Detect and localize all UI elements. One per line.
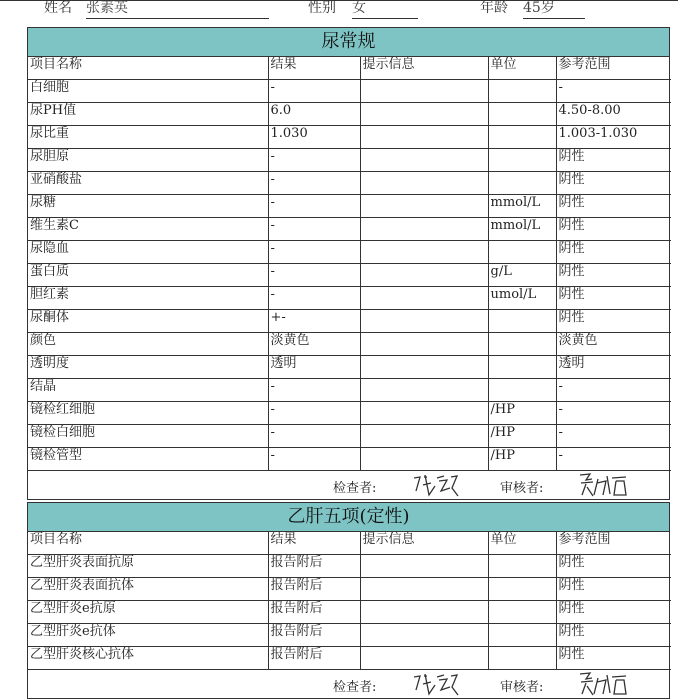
cell-unit (488, 601, 556, 624)
cell-item-name: 蛋白质 (28, 264, 268, 287)
header-unit: 单位 (488, 532, 556, 555)
cell-item-name: 尿比重 (28, 126, 268, 149)
cell-result: 报告附后 (268, 601, 360, 624)
cell-hint (360, 80, 488, 103)
patient-name-label: 姓名 (44, 0, 72, 16)
reviewer-signature (578, 471, 630, 499)
urine-section-title: 尿常规 (28, 28, 669, 57)
cell-unit: mmol/L (488, 218, 556, 241)
cell-item-name: 白细胞 (28, 80, 268, 103)
patient-name-value: 张素英 (86, 0, 269, 19)
header-reference-range: 参考范围 (556, 532, 671, 555)
cell-hint (360, 425, 488, 448)
table-row (28, 103, 671, 126)
cell-unit (488, 624, 556, 647)
table-header-row (28, 532, 671, 555)
cell-hint (360, 624, 488, 647)
cell-hint (360, 356, 488, 379)
patient-age-field (480, 0, 586, 20)
cell-hint (360, 149, 488, 172)
cell-result: 报告附后 (268, 578, 360, 601)
cell-item-name: 尿PH值 (28, 103, 268, 126)
cell-reference-range: 阴性 (556, 578, 671, 601)
cell-hint (360, 195, 488, 218)
patient-gender-field (308, 0, 420, 20)
cell-item-name: 乙型肝炎核心抗体 (28, 647, 268, 670)
cell-item-name: 维生素C (28, 218, 268, 241)
cell-item-name: 乙型肝炎表面抗原 (28, 555, 268, 578)
cell-result: - (268, 448, 360, 471)
cell-result: - (268, 264, 360, 287)
cell-reference-range: - (556, 80, 671, 103)
cell-item-name: 镜检红细胞 (28, 402, 268, 425)
cell-hint (360, 333, 488, 356)
cell-item-name: 镜检白细胞 (28, 425, 268, 448)
table-row (28, 555, 671, 578)
cell-hint (360, 241, 488, 264)
table-row (28, 333, 671, 356)
cell-item-name: 颜色 (28, 333, 268, 356)
cell-reference-range: - (556, 402, 671, 425)
cell-result: 淡黄色 (268, 333, 360, 356)
table-row (28, 578, 671, 601)
cell-result: - (268, 402, 360, 425)
table-row (28, 448, 671, 471)
cell-result: 报告附后 (268, 647, 360, 670)
cell-unit (488, 647, 556, 670)
hbv-section-title: 乙肝五项(定性) (28, 503, 669, 532)
table-row (28, 149, 671, 172)
cell-hint (360, 172, 488, 195)
cell-item-name: 尿隐血 (28, 241, 268, 264)
cell-unit (488, 126, 556, 149)
patient-info (0, 0, 678, 22)
cell-reference-range: - (556, 379, 671, 402)
cell-hint (360, 126, 488, 149)
cell-result: 报告附后 (268, 555, 360, 578)
header-hint: 提示信息 (360, 57, 488, 80)
hbv-signature-row (28, 670, 669, 698)
cell-reference-range: 阴性 (556, 555, 671, 578)
table-row (28, 195, 671, 218)
cell-item-name: 亚硝酸盐 (28, 172, 268, 195)
cell-result: - (268, 241, 360, 264)
table-row (28, 172, 671, 195)
urine-table (28, 57, 671, 471)
table-row (28, 241, 671, 264)
cell-item-name: 尿酮体 (28, 310, 268, 333)
cell-reference-range: 阴性 (556, 264, 671, 287)
cell-reference-range: 阴性 (556, 310, 671, 333)
cell-hint (360, 555, 488, 578)
cell-unit: g/L (488, 264, 556, 287)
cell-result: - (268, 80, 360, 103)
cell-reference-range: 阴性 (556, 172, 671, 195)
urine-section (27, 27, 670, 500)
table-row (28, 218, 671, 241)
hbv-reviewer-label: 审核者: (500, 680, 544, 695)
cell-hint (360, 647, 488, 670)
cell-item-name: 透明度 (28, 356, 268, 379)
cell-unit (488, 241, 556, 264)
header-unit: 单位 (488, 57, 556, 80)
table-row (28, 624, 671, 647)
cell-item-name: 结晶 (28, 379, 268, 402)
cell-result: - (268, 195, 360, 218)
cell-unit: /HP (488, 425, 556, 448)
patient-age-value: 45岁 (523, 0, 585, 19)
table-row (28, 287, 671, 310)
urine-checker-label: 检查者: (333, 481, 377, 496)
cell-item-name: 尿胆原 (28, 149, 268, 172)
cell-unit (488, 103, 556, 126)
cell-unit (488, 149, 556, 172)
cell-unit: /HP (488, 448, 556, 471)
cell-unit (488, 555, 556, 578)
cell-hint (360, 379, 488, 402)
cell-result: 报告附后 (268, 624, 360, 647)
cell-reference-range: 阴性 (556, 149, 671, 172)
cell-reference-range: - (556, 448, 671, 471)
cell-reference-range: 透明 (556, 356, 671, 379)
cell-hint (360, 448, 488, 471)
table-row (28, 356, 671, 379)
header-reference-range: 参考范围 (556, 57, 671, 80)
table-row (28, 647, 671, 670)
cell-reference-range: 4.50-8.00 (556, 103, 671, 126)
header-item-name: 项目名称 (28, 532, 268, 555)
cell-hint (360, 310, 488, 333)
cell-item-name: 乙型肝炎表面抗体 (28, 578, 268, 601)
cell-reference-range: 淡黄色 (556, 333, 671, 356)
cell-unit: /HP (488, 402, 556, 425)
cell-hint (360, 287, 488, 310)
hbv-checker-label: 检查者: (333, 680, 377, 695)
cell-result: +- (268, 310, 360, 333)
header-result: 结果 (268, 532, 360, 555)
cell-unit: umol/L (488, 287, 556, 310)
cell-hint (360, 218, 488, 241)
table-row (28, 425, 671, 448)
patient-gender-value: 女 (352, 0, 418, 19)
table-row (28, 379, 671, 402)
cell-result: - (268, 379, 360, 402)
cell-reference-range: - (556, 425, 671, 448)
cell-reference-range: 阴性 (556, 601, 671, 624)
cell-hint (360, 402, 488, 425)
header-item-name: 项目名称 (28, 57, 268, 80)
cell-hint (360, 601, 488, 624)
cell-reference-range: 阴性 (556, 624, 671, 647)
cell-reference-range: 1.003-1.030 (556, 126, 671, 149)
cell-result: - (268, 287, 360, 310)
cell-result: - (268, 218, 360, 241)
table-row (28, 310, 671, 333)
cell-reference-range: 阴性 (556, 647, 671, 670)
hbv-section (27, 502, 670, 699)
cell-item-name: 镜检管型 (28, 448, 268, 471)
table-row (28, 80, 671, 103)
cell-result: - (268, 425, 360, 448)
patient-name-field (44, 0, 269, 20)
cell-result: 1.030 (268, 126, 360, 149)
table-row (28, 402, 671, 425)
cell-result: 6.0 (268, 103, 360, 126)
cell-item-name: 胆红素 (28, 287, 268, 310)
cell-unit (488, 80, 556, 103)
cell-reference-range: 阴性 (556, 218, 671, 241)
cell-unit (488, 310, 556, 333)
cell-item-name: 乙型肝炎e抗体 (28, 624, 268, 647)
cell-result: - (268, 172, 360, 195)
cell-unit: mmol/L (488, 195, 556, 218)
cell-reference-range: 阴性 (556, 195, 671, 218)
cell-hint (360, 103, 488, 126)
table-row (28, 601, 671, 624)
header-result: 结果 (268, 57, 360, 80)
table-header-row (28, 57, 671, 80)
reviewer-signature (578, 670, 630, 698)
cell-unit (488, 379, 556, 402)
patient-age-label: 年龄 (480, 0, 508, 16)
cell-unit (488, 333, 556, 356)
cell-result: 透明 (268, 356, 360, 379)
table-row (28, 264, 671, 287)
cell-reference-range: 阴性 (556, 241, 671, 264)
cell-result: - (268, 149, 360, 172)
cell-item-name: 尿糖 (28, 195, 268, 218)
cell-reference-range: 阴性 (556, 287, 671, 310)
cell-unit (488, 172, 556, 195)
patient-gender-label: 性别 (308, 0, 336, 16)
hbv-table (28, 532, 671, 670)
checker-signature (411, 471, 461, 499)
cell-hint (360, 264, 488, 287)
urine-reviewer-label: 审核者: (500, 481, 544, 496)
cell-unit (488, 356, 556, 379)
checker-signature (411, 670, 461, 698)
table-row (28, 126, 671, 149)
cell-item-name: 乙型肝炎e抗原 (28, 601, 268, 624)
urine-signature-row (28, 471, 669, 499)
cell-unit (488, 578, 556, 601)
header-hint: 提示信息 (360, 532, 488, 555)
cell-hint (360, 578, 488, 601)
